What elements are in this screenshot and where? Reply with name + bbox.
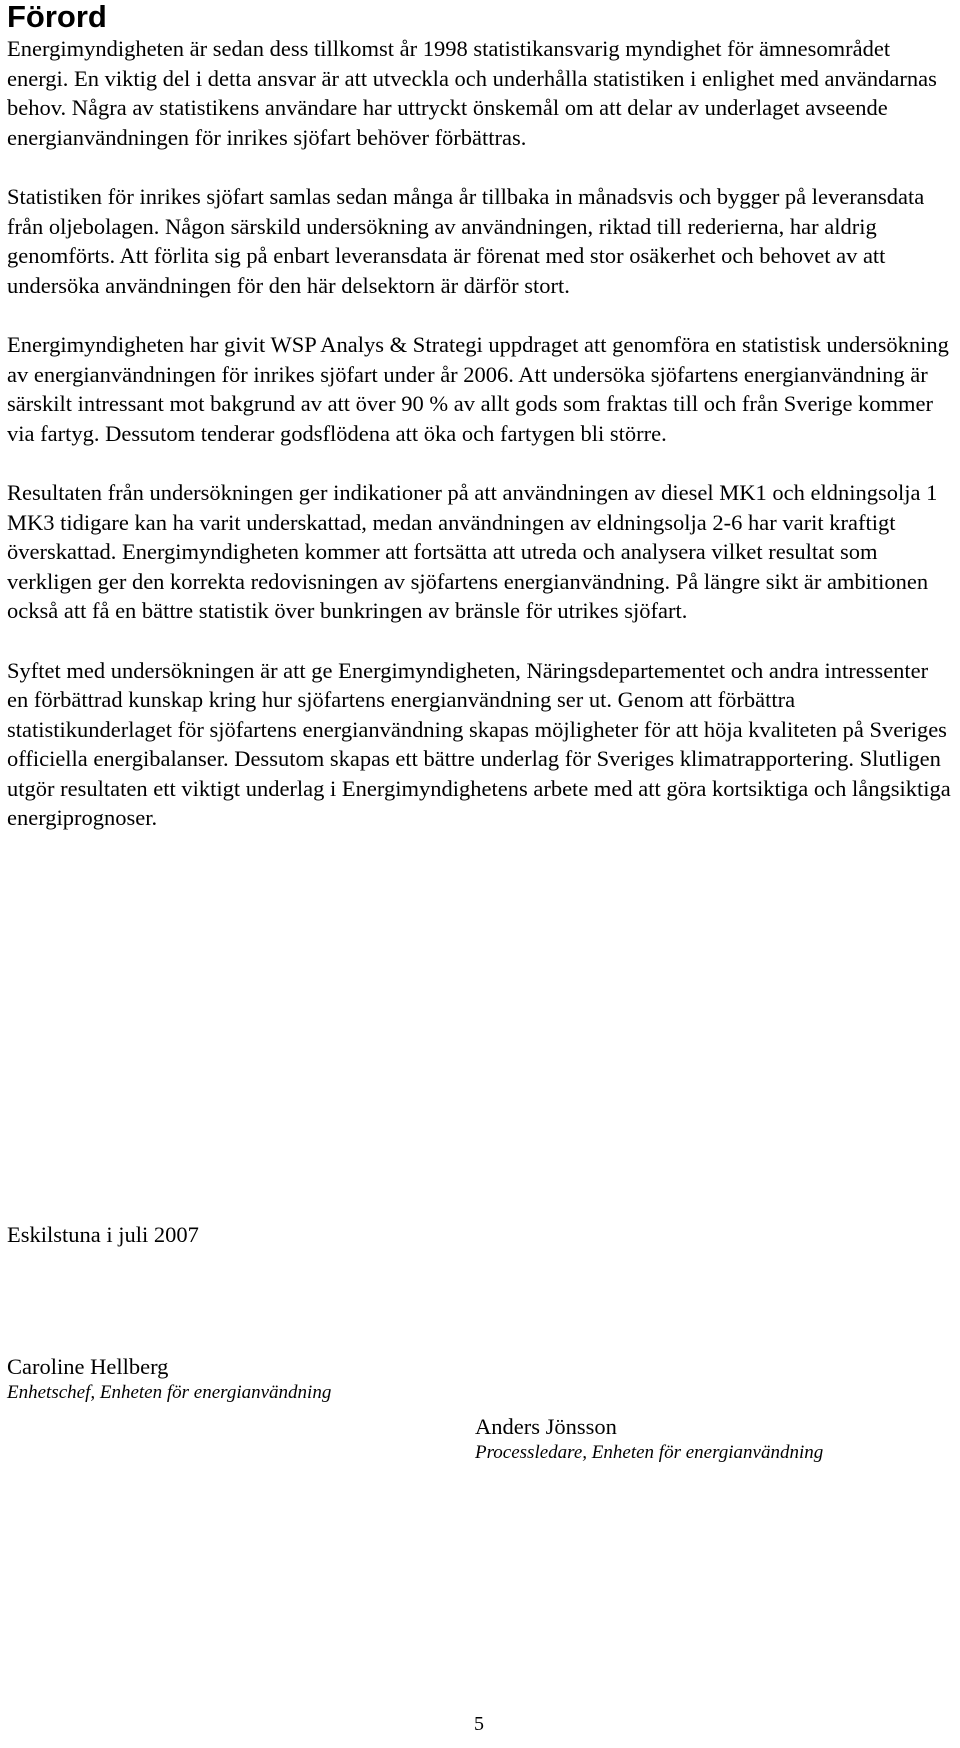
page-number: 5: [474, 1713, 484, 1735]
signature-block-2: [475, 1413, 823, 1465]
page-title: Förord: [7, 0, 107, 34]
paragraph-1: Energimyndigheten är sedan dess tillkomst år 1998 statistikansvarig myndighet för ämnesområdet energi. En viktig del i detta ansvar är att utveckla och underhålla statistiken i enlighet med användarnas behov. Några av statistikens användare har uttryckt önskemål om att delar av underlaget avseende energianvändningen för inrikes sjöfart behöver förbättras.: [7, 36, 937, 150]
signatory-role: Processledare, Enheten för energianvändning: [475, 1442, 824, 1463]
signatory-name: Anders Jönsson: [475, 1414, 617, 1439]
foreword-body: [7, 34, 951, 863]
paragraph-4: Resultaten från undersökningen ger indikationer på att användningen av diesel MK1 och eldningsolja 1 MK3 tidigare kan ha varit underskattad, medan användningen av eldningsolja 2-6 har varit kraftigt överskattad. Energimyndigheten kommer att fortsätta att utreda och analysera vilket resultat som verkligen ger den korrekta redovisningen av sjöfartens energianvändning. På längre sikt är ambitionen också att få en bättre statistik över bunkringen av bränsle för utrikes sjöfart.: [7, 480, 938, 623]
signatory-name: Caroline Hellberg: [7, 1354, 169, 1379]
paragraph-3: Energimyndigheten har givit WSP Analys & Strategi uppdraget att genomföra en statistisk undersökning av energianvändningen för inrikes sjöfart under år 2006. Att undersöka sjöfartens energianvändning är särskilt intressant mot bakgrund av att över 90 % av allt gods som fraktas till och från Sverige kommer via fartyg. Dessutom tenderar godsflödena att öka och fartygen bli större.: [7, 332, 949, 446]
signatory-role: Enhetschef, Enheten för energianvändning: [7, 1382, 332, 1403]
signature-block-1: [7, 1353, 331, 1405]
paragraph-2: Statistiken för inrikes sjöfart samlas sedan många år tillbaka in månadsvis och bygger på leveransdata från oljebolagen. Någon särskild undersökning av användningen, riktad till rederierna, har aldrig genomförts. Att förlita sig på enbart leveransdata är förenat med stor osäkerhet och behovet av att undersöka användningen för den här delsektorn är därför stort.: [7, 184, 925, 298]
paragraph-5: Syftet med undersökningen är att ge Energimyndigheten, Näringsdepartementet och andra intressenter en förbättrad kunskap kring hur sjöfartens energianvändning ser ut. Genom att förbättra statistikunderlaget för sjöfartens energianvändning skapas möjligheter för att höja kvaliteten på Sveriges officiella energibalanser. Dessutom skapas ett bättre underlag för Sveriges klimatrapportering. Slutligen utgör resultaten ett viktigt underlag i Energimyndighetens arbete med att göra kortsiktiga och långsiktiga energiprognoser.: [7, 657, 951, 830]
place-and-date: Eskilstuna i juli 2007: [7, 1222, 199, 1247]
